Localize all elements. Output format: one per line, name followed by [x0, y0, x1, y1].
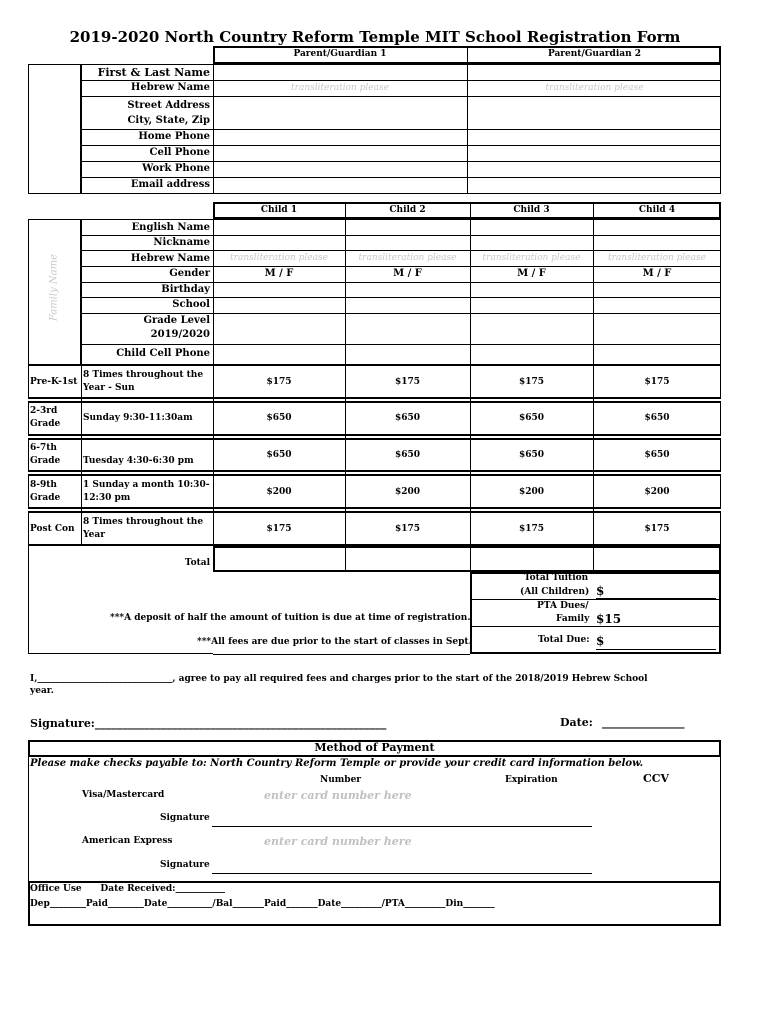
label-gender: Gender [169, 268, 210, 279]
label-child-hebrew-name: Hebrew Name [130, 253, 210, 264]
page-title: 2019-2020 North Country Reform Temple MIT School Registration Form [69, 28, 681, 46]
fee-schedule-line2: Year [83, 530, 105, 540]
payment-body [28, 757, 721, 881]
fee-price[interactable]: $175 [394, 377, 421, 387]
child3-hebrew-name-input[interactable]: transliteration please [482, 253, 581, 263]
fee-schedule: 8 Times throughout the [83, 517, 204, 527]
total-tuition-sublabel: (All Children) [520, 587, 590, 597]
child4-hebrew-name-input[interactable]: transliteration please [608, 253, 706, 263]
date-label: Date: [560, 716, 593, 729]
payment-instructions: Please make checks payable to: North Country Reform Temple or provide your credit card information below. [30, 758, 644, 769]
fee-price[interactable]: $200 [266, 487, 292, 497]
deposit-note: ***A deposit of half the amount of tuition is due at time of registration. [110, 613, 471, 623]
fee-price[interactable]: $200 [644, 487, 670, 497]
label-english-name: English Name [131, 222, 210, 233]
fee-price[interactable]: $650 [394, 450, 421, 460]
parent1-hebrew-name-input[interactable]: transliteration please [291, 83, 389, 93]
label-home-phone: Home Phone [138, 131, 210, 142]
total-label: Total [184, 558, 210, 568]
child3-gender[interactable]: M / F [517, 268, 546, 279]
office-use-line1: Office Use Date Received:___________ [30, 884, 225, 894]
fee-price[interactable]: $650 [266, 450, 292, 460]
family-name-placeholder[interactable]: Family Name [48, 253, 60, 322]
child4-gender[interactable]: M / F [642, 268, 672, 279]
label-birthday: Birthday [161, 284, 210, 295]
label-grade-level: Grade Level [143, 315, 210, 326]
payment-heading: Method of Payment [314, 741, 435, 754]
fee-grade: 8-9th [30, 480, 57, 490]
child-col-3: Child 3 [513, 205, 550, 215]
fees-note: ***All fees are due prior to the start of classes in Sept. [197, 637, 472, 647]
amex-signature-input[interactable] [212, 873, 592, 874]
total-due-dollar[interactable]: $ [596, 634, 605, 648]
pta-family-label: Family [556, 614, 590, 624]
total-tuition-label: Total Tuition [524, 573, 589, 583]
pta-dues-value[interactable]: $15 [596, 612, 622, 626]
agreement-text[interactable]: I,______________________________, agree to pay all required fees and charges prior to the start of the 2018/2019 Hebrew School [30, 674, 648, 684]
fee-price[interactable]: $650 [518, 413, 545, 423]
child1-gender[interactable]: M / F [264, 268, 294, 279]
fee-price[interactable]: $175 [394, 524, 421, 534]
office-use-line2: Dep________Paid________Date__________/Bal_______Paid_______Date_________/PTA_________Din_______ [30, 899, 495, 909]
amex-label: American Express [82, 836, 173, 846]
fee-price[interactable]: $175 [518, 377, 545, 387]
fee-schedule: 1 Sunday a month 10:30- [83, 480, 210, 490]
fee-price[interactable]: $200 [518, 487, 545, 497]
date-line[interactable]: _______________ [602, 716, 685, 729]
label-nickname: Nickname [153, 237, 210, 248]
fee-price[interactable]: $200 [394, 487, 421, 497]
fee-grade: Pre-K-1st [30, 377, 78, 387]
label-grade-year: 2019/2020 [150, 329, 210, 340]
fee-price[interactable]: $175 [518, 524, 545, 534]
child1-hebrew-name-input[interactable]: transliteration please [230, 253, 328, 263]
child2-gender[interactable]: M / F [393, 268, 422, 279]
fee-price[interactable]: $175 [266, 377, 292, 387]
fee-schedule: 8 Times throughout the [83, 370, 204, 380]
fee-price[interactable]: $650 [518, 450, 545, 460]
total-row [213, 546, 721, 572]
parent-side-cell [28, 64, 81, 194]
parent2-hebrew-name-input[interactable]: transliteration please [545, 83, 644, 93]
child-col-4: Child 4 [638, 205, 676, 215]
amex-signature-label: Signature [160, 860, 210, 870]
card-expiration-header: Expiration [505, 775, 558, 785]
fee-grade-line2: Grade [30, 419, 61, 429]
label-child-cell-phone: Child Cell Phone [116, 348, 210, 359]
fee-grade-line2: Grade [30, 456, 61, 466]
fee-price[interactable]: $175 [266, 524, 292, 534]
fee-price[interactable]: $650 [644, 450, 670, 460]
fee-price[interactable]: $650 [644, 413, 670, 423]
fee-grade-line2: Grade [30, 493, 61, 503]
fee-grade: Post Con [30, 524, 75, 534]
amex-card-number-input[interactable]: enter card number here [264, 835, 412, 848]
parent-col-2: Parent/Guardian 2 [547, 49, 642, 59]
visa-label: Visa/Mastercard [82, 790, 165, 800]
label-city-state-zip: City, State, Zip [127, 115, 210, 126]
total-tuition-dollar[interactable]: $ [596, 584, 605, 598]
fee-price[interactable]: $650 [394, 413, 421, 423]
visa-card-number-input[interactable]: enter card number here [264, 789, 412, 802]
label-street-address: Street Address [127, 100, 210, 111]
child-col-2: Child 2 [389, 205, 426, 215]
visa-signature-label: Signature [160, 813, 210, 823]
label-hebrew-name: Hebrew Name [130, 82, 210, 93]
label-email-address: Email address [130, 179, 210, 190]
total-due-label: Total Due: [538, 635, 590, 645]
parent-col-1: Parent/Guardian 1 [293, 49, 387, 59]
card-ccv-header: CCV [643, 772, 670, 785]
fee-price[interactable]: $175 [644, 524, 670, 534]
label-school: School [172, 299, 210, 310]
fee-schedule: Sunday 9:30-11:30am [83, 413, 193, 423]
signature-line[interactable]: Signature:_____________________________________________________ [30, 717, 387, 730]
fee-schedule-line2: Year - Sun [83, 383, 135, 393]
child2-hebrew-name-input[interactable]: transliteration please [358, 253, 457, 263]
fee-price[interactable]: $175 [644, 377, 670, 387]
fee-price[interactable]: $650 [266, 413, 292, 423]
label-cell-phone: Cell Phone [149, 147, 210, 158]
label-first-last-name: First & Last Name [97, 66, 210, 79]
pta-dues-label: PTA Dues/ [537, 601, 589, 611]
card-number-header: Number [320, 775, 362, 785]
agreement-text-line2: year. [30, 686, 54, 696]
visa-signature-input[interactable] [212, 826, 592, 827]
child-col-1: Child 1 [260, 205, 298, 215]
label-work-phone: Work Phone [142, 163, 210, 174]
fee-grade: 2-3rd [30, 406, 58, 416]
fee-grade: 6-7th [30, 443, 57, 453]
fee-schedule-line2: 12:30 pm [83, 493, 131, 503]
fee-schedule: Tuesday 4:30-6:30 pm [83, 456, 194, 466]
